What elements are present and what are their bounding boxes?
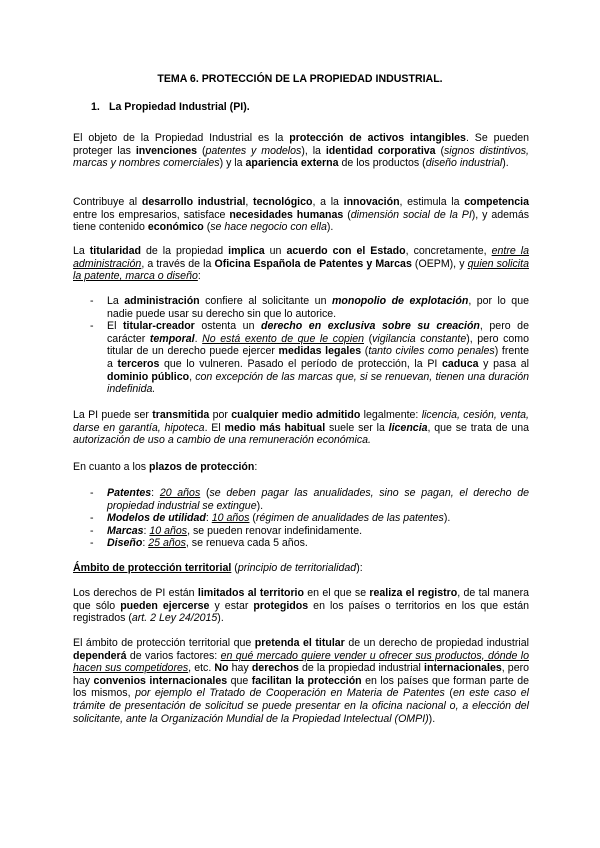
list-item: - Patentes: 20 años (se deben pagar las anualidades, sino se pagan, el derecho de propiedad industrial se extingue). — [90, 487, 529, 512]
list-item: - El titular-creador ostenta un derecho en exclusiva sobre su creación, pero de carácter temporal. No está exento de que le copien (vigilancia constante), pero como titular de un derecho puede ejercer medidas legales (tanto civiles como penales) frente a terceros que lo vulneren. Pasado el período de protección, la PI caduca y pasa al dominio público, con excepción de las marcas que, si se renuevan, tienen una duración indefinida. — [90, 320, 529, 396]
paragraph-terms-intro: En cuanto a los plazos de protección: — [73, 461, 258, 473]
paragraph-territorial-limits: Los derechos de PI están limitados al territorio en el que se realiza el registro, de tal manera que sólo pueden ejercerse y estar protegidos en los países o territorios en los que están registrados (art. 2 Ley 24/2015). — [73, 587, 530, 625]
paragraph-ownership: La titularidad de la propiedad implica un acuerdo con el Estado, concretamente, entre la administración, a través de la Oficina Española de Patentes y Marcas (OEPM), y quien solicita la patente, marca o diseño: — [73, 245, 529, 283]
list-item: - Modelos de utilidad: 10 años (régimen de anualidades de las patentes). — [90, 512, 529, 525]
paragraph-territorial-scope: El ámbito de protección territorial que pretenda el titular de un derecho de propiedad industrial dependerá de varios factores: en qué mercado quiere vender u ofrecer sus productos, dónde lo hacen sus competidores, etc. No hay derechos de la propiedad industrial internacionales, pero hay convenios internacionales que facilitan la protección en los países que forman parte de los mismos, por ejemplo el Tratado de Cooperación en Materia de Patentes (en este caso el trámite de presentación de solicitud se puede presentar en la oficina nacional o, a elección del solicitante, ante la Organización Mundial de la Propiedad Intelectual (OMPI)). — [73, 637, 530, 725]
list-item: - Marcas: 10 años, se pueden renovar indefinidamente. — [90, 525, 529, 538]
terms-list — [90, 487, 529, 550]
ownership-list — [90, 295, 529, 396]
paragraph-object: El objeto de la Propiedad Industrial es la protección de activos intangibles. Se pueden proteger las invenciones (patentes y modelos), la identidad corporativa (signos distintivos, marcas y nombres comerciales) y la apariencia externa de los productos (diseño industrial). — [73, 132, 530, 170]
section-number: 1. — [91, 101, 100, 113]
paragraph-territorial-heading: Ámbito de protección territorial (principio de territorialidad): — [73, 562, 363, 574]
list-item: - La administración confiere al solicitante un monopolio de explotación, por lo que nadie puede usar su derecho sin que lo autorice. — [90, 295, 529, 320]
paragraph-contribution: Contribuye al desarrollo industrial, tecnológico, a la innovación, estimula la competencia entre los empresarios, satisface necesidades humanas (dimensión social de la PI), y además tiene contenido económico (se hace negocio con ella). — [73, 196, 530, 234]
section-heading — [91, 101, 250, 114]
section-label: La Propiedad Industrial (PI). — [109, 101, 250, 113]
list-item: - Diseño: 25 años, se renueva cada 5 años. — [90, 537, 529, 550]
document-title: TEMA 6. PROTECCIÓN DE LA PROPIEDAD INDUSTRIAL. — [157, 73, 443, 85]
paragraph-transmission: La PI puede ser transmitida por cualquier medio admitido legalmente: licencia, cesión, venta, darse en garantía, hipoteca. El medio más habitual suele ser la licencia, que se trata de una autorización de uso a cambio de una remuneración económica. — [73, 409, 530, 447]
